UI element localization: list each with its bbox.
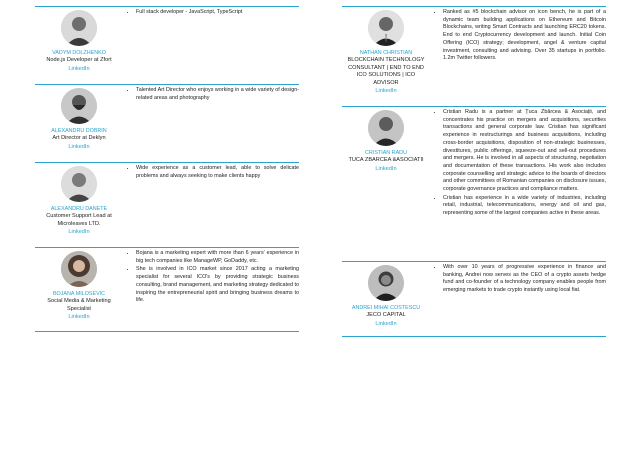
person-description <box>430 107 606 261</box>
person-role: JECO CAPITAL <box>366 312 406 318</box>
person-role: Node.js Developer at Zfort <box>46 57 112 63</box>
person-name: BOJANA MILOSEVIC <box>52 291 106 297</box>
person-description <box>430 7 606 106</box>
person-name: CRISTIAN RADU <box>365 150 407 156</box>
bio-bullet: • Ranked as #5 blockchain advisor on icon bench, he is part of a dynamic team building applications on Ethereum and Bitcoin Blockchains, writing Smart Contracts and launching ERC20 tokens. End to end Cryptocurrency development and launch. Initial Coin Offering (ICO) strategy; development, angel & venture capital investment, consulting and advising. Over 35 startups in portfolio. 1.2m Twitter followers. <box>443 9 606 63</box>
person-card <box>35 7 123 84</box>
linkedin-link[interactable]: LinkedIn <box>68 314 90 321</box>
bio-bullet: • She is involved in ICO market since 2017 acting a marketing specialist for several ICO's by providing strategic business consulting, brand management, and marketing strategy dedicated to inspiring the entrepreneurial spirit and bringing business dreams to life. <box>136 266 299 305</box>
linkedin-link[interactable]: LinkedIn <box>375 320 397 327</box>
linkedin-link[interactable]: LinkedIn <box>375 88 397 95</box>
team-row-vadym <box>35 6 299 84</box>
person-card <box>35 85 123 162</box>
person-card <box>35 248 123 331</box>
team-row-alexandru-danete <box>35 162 299 247</box>
bio-bullet: • Cristian has experience in a wide variety of industries, including retail, industrial, telecommunications, energy and oil and gas, representing some of the largest companies active in these areas. <box>443 195 606 218</box>
linkedin-link[interactable]: LinkedIn <box>68 65 90 72</box>
person-name: ALEXANDRU DANETE <box>50 206 108 212</box>
team-row-alexandru-dobrin <box>35 84 299 162</box>
person-role: TUCA ZBARCEA &ASOCIATII <box>348 157 424 163</box>
person-card <box>342 262 430 336</box>
person-role: Customer Support Lead at Microleaves LTD. <box>46 213 112 227</box>
bio-bullet: • Cristian Radu is a partner at Țuca Zbârcea & Asociații, and concentrates his practice on mergers and acquisitions, securities transactions and general corporate law. Cristian has significant experience in restructurings and business acquisitions, including cross-border acquisitions, disposition of non-strategic businesses, divestitures, public offerings, squeeze-out and sell-out procedures and mergers. He is involved in all aspects of structuring, negotiation and documentation of these transactions. His work also includes corporate counselling and strategic advice to the boards of directors and other committees of Romanian companies on disclosure issues, corporate governance practices and compliance matters. <box>443 109 606 194</box>
avatar <box>61 10 97 46</box>
person-card <box>35 163 123 247</box>
avatar <box>61 251 97 287</box>
linkedin-link[interactable]: LinkedIn <box>68 143 90 150</box>
bio-bullet: • Wide experience as a customer lead, able to solve delicate problems and always seeking to make clients happy <box>136 165 299 180</box>
team-row-bojana <box>35 247 299 332</box>
person-name: VADYM DOLZHENKO <box>52 50 106 56</box>
person-description <box>123 163 299 247</box>
person-description <box>123 85 299 162</box>
avatar <box>61 88 97 124</box>
person-name: ANDREI MIHAI COSTESCU <box>351 305 421 311</box>
left-column <box>35 6 299 332</box>
person-description <box>123 248 299 331</box>
avatar <box>61 166 97 202</box>
right-column <box>342 6 606 337</box>
person-role: Social Media & Marketing Specialist <box>47 298 111 312</box>
person-name: NATHAN CHRISTIAN <box>359 50 413 56</box>
person-card <box>342 107 430 261</box>
bio-bullet: • With over 10 years of progressive experience in finance and banking, Andrei now serves as the CEO of a crypto assets hedge fund and co-founder of a technology company enables people from emerging markets to trade crypto instantly using local fiat. <box>443 264 606 295</box>
linkedin-link[interactable]: LinkedIn <box>68 229 90 236</box>
bio-bullet: • Full stack developer - JavaScript, TypeScript <box>136 9 299 17</box>
person-name: ALEXANDRU DOBRIN <box>51 128 107 134</box>
person-card <box>342 7 430 106</box>
team-row-cristian <box>342 106 606 261</box>
team-row-nathan <box>342 6 606 106</box>
team-row-andrei <box>342 261 606 337</box>
person-description <box>123 7 299 84</box>
avatar <box>368 265 404 301</box>
linkedin-link[interactable]: LinkedIn <box>375 165 397 172</box>
person-role: Art Director at Deklyn <box>52 135 106 141</box>
person-description <box>430 262 606 336</box>
person-role: BLOCKCHAIN TECHNOLOGY CONSULTANT | END TO END ICO SOLUTIONS | ICO ADVISOR <box>347 57 425 86</box>
bio-bullet: • Talented Art Director who enjoys working in a wide variety of design-related areas and photography <box>136 87 299 102</box>
bio-bullet: • Bojana is a marketing expert with more than 6 years' experience in big tech companies like ManageWP, GoDaddy, etc. <box>136 250 299 265</box>
avatar <box>368 110 404 146</box>
avatar <box>368 10 404 46</box>
